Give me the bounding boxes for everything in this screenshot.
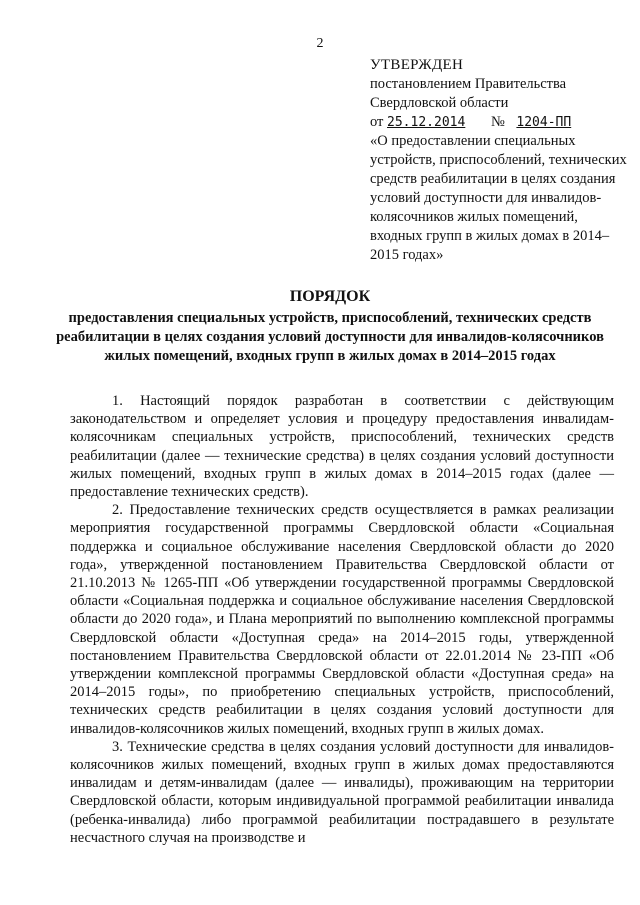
date-prefix: от (370, 114, 384, 130)
approval-heading: УТВЕРЖДЕН (370, 57, 464, 73)
approval-date-number (370, 113, 630, 132)
document-title: ПОРЯДОК (289, 288, 371, 305)
paragraph-3: 3. Технические средства в целях создания условий доступности для инвалидов-колясочников жилых помещений, входных групп в жилых домах предоставляются инвалидам и детям-инвалидам (далее — инвалиды), проживающим на территории Свердловской области, которым индивидуальной программой реабилитации инвалида (ребенка-инвалида) либо программой реабилитации пострадавшего в результате несчастного случая на производстве и (70, 738, 614, 846)
page-number: 2 (316, 36, 324, 51)
approval-block (370, 56, 630, 265)
approval-issuer: постановлением Правительства (370, 76, 567, 92)
document-subtitle: предоставления специальных устройств, приспособлений, технических средств реабилитации в целях создания условий доступности для инвалидов-колясочников жилых помещений, входных групп в жилых домах в 2014–2015 годах (56, 310, 604, 364)
document-body (70, 392, 614, 847)
approval-date: 25.12.2014 (387, 115, 466, 130)
approval-number: 1204-ПП (516, 115, 572, 130)
paragraph-2: 2. Предоставление технических средств осуществляется в рамках реализации мероприятия государственной программы Свердловской области «Социальная поддержка и социальное обслуживание населения Свердловской области до 2020 года», утвержденной постановлением Правительства Свердловской области от 21.10.2013 № 1265-ПП «Об утверждении государственной программы Свердловской области «Социальная поддержка и социальное обслуживание населения Свердловской области до 2020 года», и Плана мероприятий по выполнению комплексной программы Свердловской области «Доступная среда» на 2014–2015 годы, утвержденной постановлением Правительства Свердловской области от 22.01.2014 № 23-ПП «Об утверждении комплексной программы Свердловской области «Доступная среда» на 2014–2015 годы», по приобретению специальных устройств, приспособлений, технических средств реабилитации в целях создания условий доступности для инвалидов-колясочников жилых помещений, входных групп в жилых домах. (70, 502, 614, 737)
approval-subject: «О предоставлении специальных устройств, приспособлений, технических средств реабилитации в целях создания условий доступности для инвалидов-колясочников жилых помещений, входных групп в жилых домах в 2014–2015 годах» (370, 133, 627, 263)
paragraph-1: 1. Настоящий порядок разработан в соответствии с действующим законодательством и определяет условия и процедуру предоставления инвалидам-колясочникам специальных устройств, приспособлений, технических средств реабилитации (далее — технические средства) в целях создания условий доступности жилых помещений, входных групп в жилых домах в 2014–2015 годах (далее — предоставление технических средств). (70, 393, 614, 501)
approval-region: Свердловской области (370, 95, 509, 111)
document-title-block (40, 287, 620, 366)
number-prefix: № (490, 114, 505, 130)
